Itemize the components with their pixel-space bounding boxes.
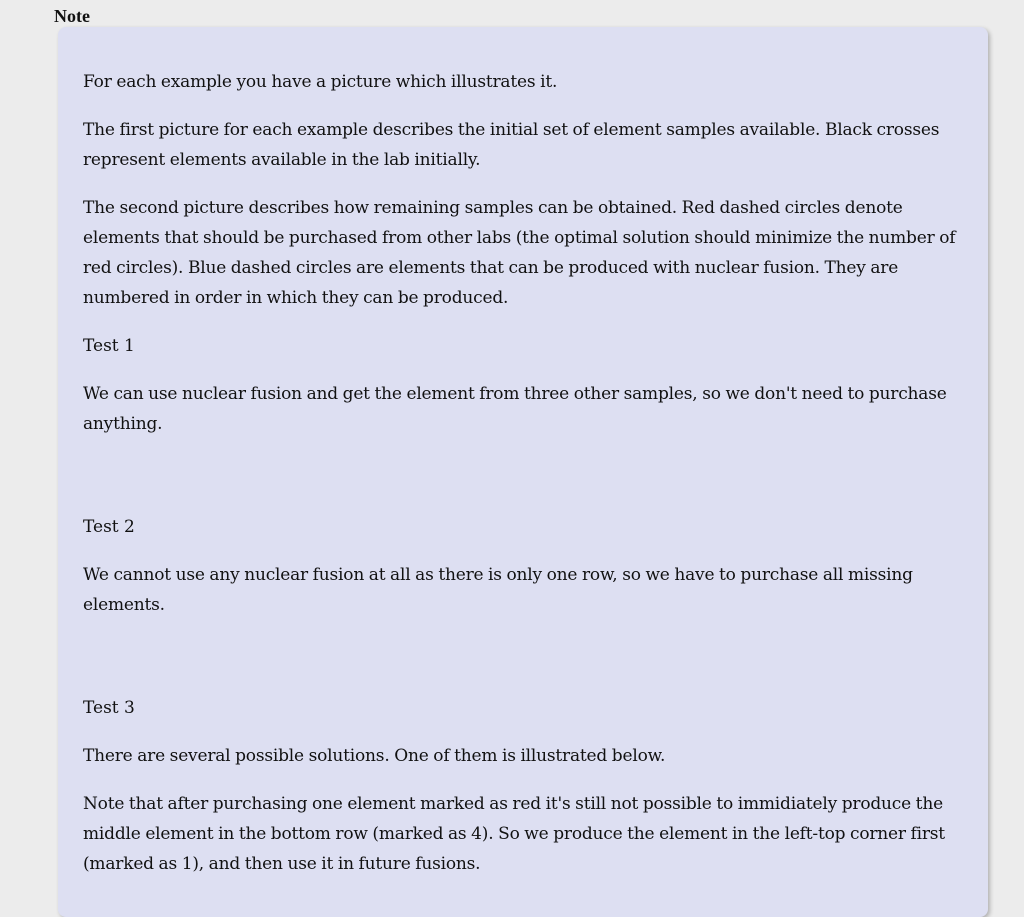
test-2-label: Test 2 xyxy=(83,517,135,537)
note-paragraph-first-picture: The first picture for each example describes the initial set of element samples available. Black crosses represent elements available in the lab initially. xyxy=(83,120,940,170)
note-paragraph-intro: For each example you have a picture which illustrates it. xyxy=(83,72,558,92)
test-1-explanation: We can use nuclear fusion and get the element from three other samples, so we don't need to purchase anything. xyxy=(83,384,947,434)
test-2-image-space xyxy=(83,638,962,693)
test-1-image-space xyxy=(83,457,962,512)
test-3-explanation: There are several possible solutions. One of them is illustrated below. xyxy=(83,746,666,766)
note-heading: Note xyxy=(54,6,90,26)
test-3-explanation-detail: Note that after purchasing one element marked as red it's still not possible to immidiately produce the middle element in the bottom row (marked as 4). So we produce the element in the left-top corner first (marked as 1), and then use it in future fusions. xyxy=(83,794,945,874)
test-2-explanation: We cannot use any nuclear fusion at all as there is only one row, so we have to purchase all missing elements. xyxy=(83,565,913,615)
test-3-label: Test 3 xyxy=(83,698,135,718)
note-box xyxy=(58,27,988,917)
test-1-label: Test 1 xyxy=(83,336,135,356)
note-paragraph-second-picture: The second picture describes how remaining samples can be obtained. Red dashed circles denote elements that should be purchased from other labs (the optimal solution should minimize the number of red circles). Blue dashed circles are elements that can be produced with nuclear fusion. They are numbered in order in which they can be produced. xyxy=(83,198,956,308)
